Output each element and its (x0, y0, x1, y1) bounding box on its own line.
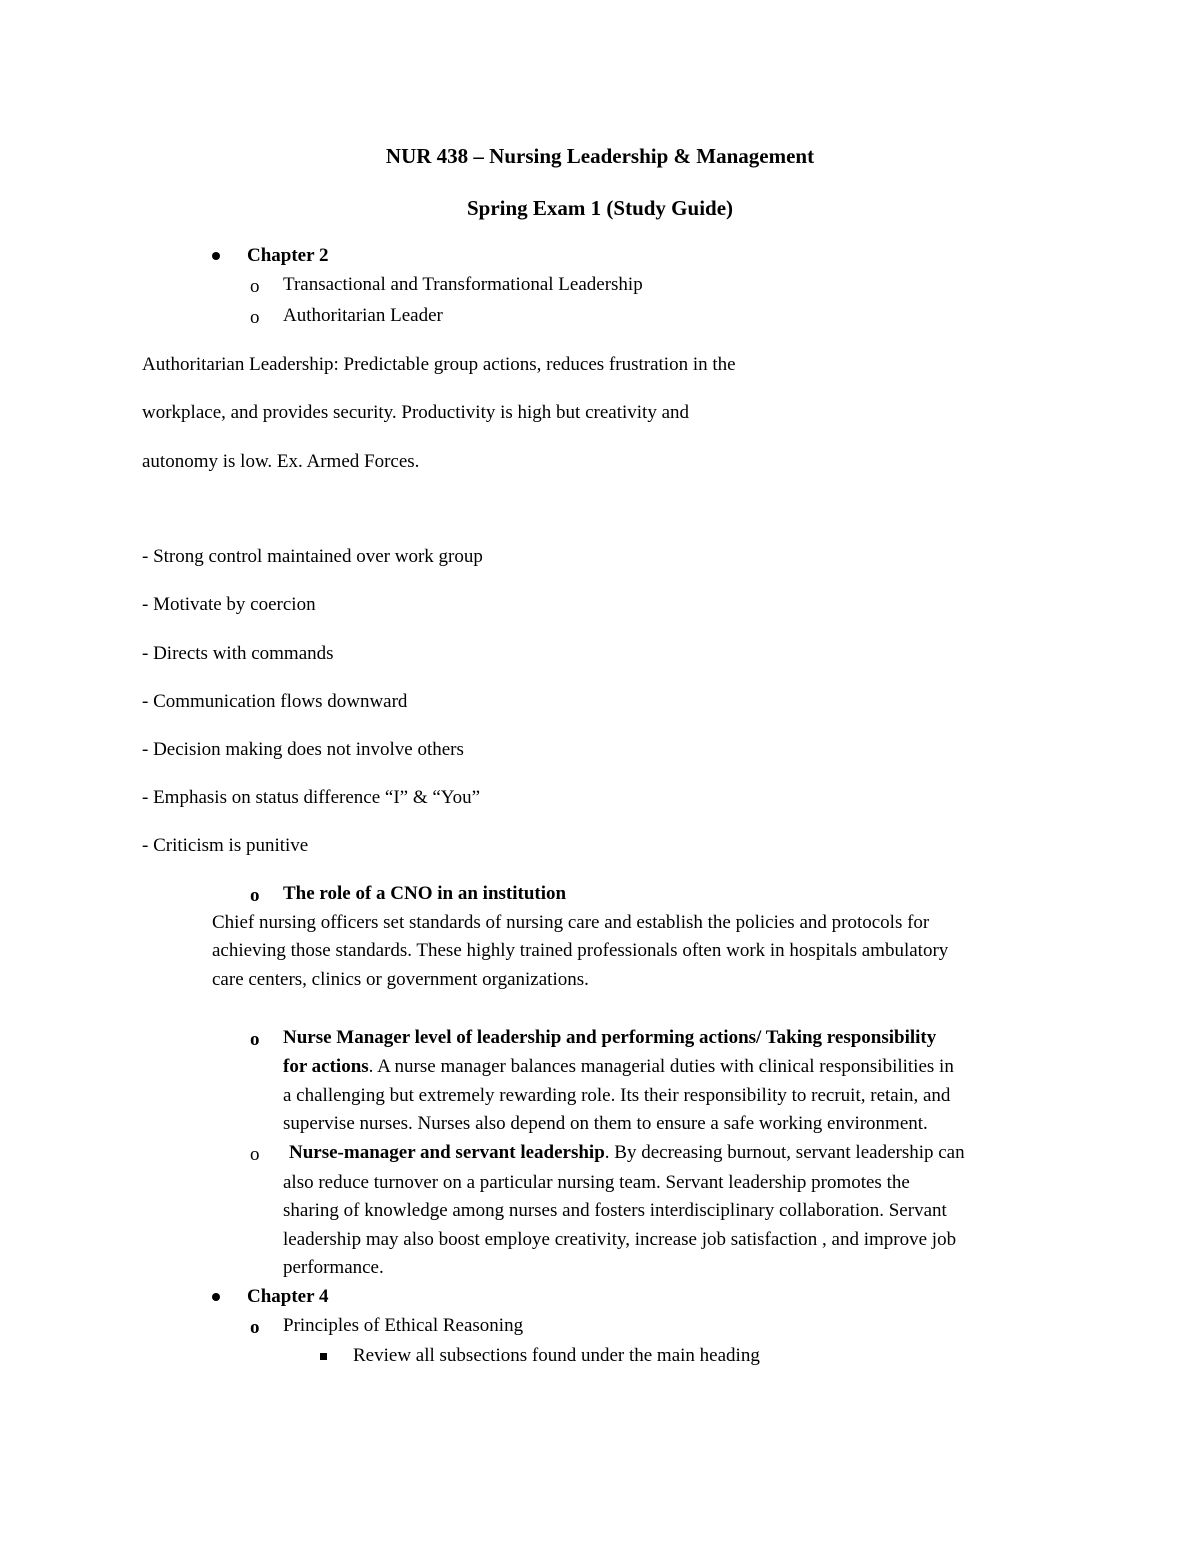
nurse-manager-text: . A nurse manager balances managerial duties with clinical responsibilities in (368, 1056, 954, 1077)
document-title: NUR 438 – Nursing Leadership & Management (385, 144, 815, 168)
list-item: Principles of Ethical Reasoning (283, 1315, 524, 1336)
paragraph-line: performance. (283, 1257, 384, 1278)
nurse-manager-heading: Nurse Manager level of leadership and performing actions/ Taking responsibility (283, 1027, 937, 1048)
paragraph-line: care centers, clinics or government organizations. (212, 969, 589, 990)
paragraph-line: leadership may also boost employe creativity, increase job satisfaction , and improve job (283, 1229, 957, 1250)
paragraph-line: sharing of knowledge among nurses and fosters interdisciplinary collaboration. Servant (283, 1200, 947, 1221)
chapter-2-heading: Chapter 2 (247, 245, 329, 266)
chapter-4-heading: Chapter 4 (247, 1286, 329, 1307)
paragraph-line: Authoritarian Leadership: Predictable group actions, reduces frustration in the (142, 354, 736, 375)
bullet-disc-icon (212, 252, 220, 260)
circle-bullet-icon: o (250, 1317, 260, 1338)
paragraph-line: autonomy is low. Ex. Armed Forces. (142, 451, 420, 472)
list-item: Authoritarian Leader (283, 305, 443, 326)
trait-item: - Criticism is punitive (142, 835, 309, 856)
nurse-manager-line (283, 1053, 954, 1081)
paragraph-line: achieving those standards. These highly trained professionals often work in hospitals ambulatory (212, 940, 949, 961)
nurse-manager-heading-end: for actions (283, 1056, 369, 1077)
servant-line (289, 1139, 965, 1167)
paragraph-line: workplace, and provides security. Productivity is high but creativity and (142, 402, 690, 423)
document-subtitle: Spring Exam 1 (Study Guide) (466, 196, 734, 220)
list-item: Transactional and Transformational Leadership (283, 274, 643, 295)
circle-bullet-icon: o (250, 1144, 260, 1165)
square-bullet-icon (320, 1353, 327, 1360)
circle-bullet-icon: o (250, 307, 260, 328)
trait-item: - Directs with commands (142, 643, 334, 664)
trait-item: - Strong control maintained over work group (142, 546, 483, 567)
list-subitem: Review all subsections found under the main heading (353, 1345, 760, 1366)
paragraph-line: supervise nurses. Nurses also depend on them to ensure a safe working environment. (283, 1113, 928, 1134)
servant-text: . By decreasing burnout, servant leadership can (604, 1142, 965, 1163)
circle-bullet-icon: o (250, 276, 260, 297)
trait-item: - Communication flows downward (142, 691, 408, 712)
circle-bullet-icon: o (250, 1029, 260, 1050)
trait-item: - Decision making does not involve others (142, 739, 464, 760)
paragraph-line: also reduce turnover on a particular nursing team. Servant leadership promotes the (283, 1172, 910, 1193)
trait-item: - Motivate by coercion (142, 594, 316, 615)
cno-heading: The role of a CNO in an institution (283, 883, 567, 904)
servant-heading: Nurse-manager and servant leadership (289, 1142, 605, 1163)
paragraph-line: Chief nursing officers set standards of nursing care and establish the policies and protocols for (212, 912, 930, 933)
circle-bullet-icon: o (250, 885, 260, 906)
trait-item: - Emphasis on status difference “I” & “You” (142, 787, 481, 808)
paragraph-line: a challenging but extremely rewarding role. Its their responsibility to recruit, retain, and (283, 1085, 951, 1106)
bullet-disc-icon (212, 1293, 220, 1301)
